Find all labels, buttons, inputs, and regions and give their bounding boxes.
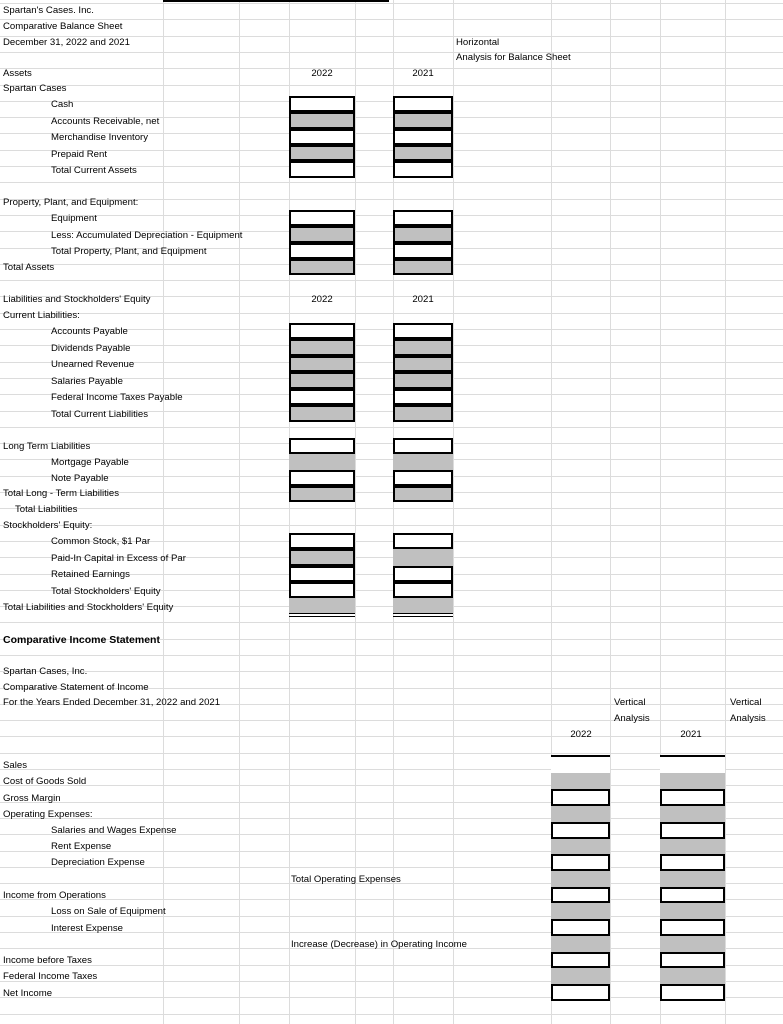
input-rent-expense-2021[interactable] — [660, 839, 725, 854]
total-le-label: Total Liabilities and Stockholders' Equity — [3, 602, 174, 613]
input-federal-income-taxes-2022[interactable] — [551, 968, 610, 984]
year-2021-header: 2021 — [412, 68, 434, 79]
ppe-heading: Property, Plant, and Equipment: — [3, 197, 139, 208]
input-retained-earnings-2022[interactable] — [289, 566, 355, 582]
year-2022-header: 2022 — [311, 68, 333, 79]
input-total-operating-expenses-2022[interactable] — [551, 871, 610, 887]
income-section-title: Comparative Income Statement — [3, 634, 160, 646]
input-loss-on-sale-2022[interactable] — [551, 903, 610, 919]
input-paid-in-capital-2021[interactable] — [393, 549, 453, 566]
input-retained-earnings-2021[interactable] — [393, 566, 453, 582]
input-increase-decrease-2022[interactable] — [551, 936, 610, 952]
input-net-income-2021[interactable] — [660, 984, 725, 1001]
cogs-label: Cost of Goods Sold — [3, 776, 87, 787]
input-federal-taxes-payable-2022[interactable] — [289, 389, 355, 405]
input-accounts-payable-2022[interactable] — [289, 323, 355, 339]
operating-expenses-heading: Operating Expenses: — [3, 809, 93, 820]
input-note-payable-2022[interactable] — [289, 454, 355, 470]
input-equipment-2022[interactable] — [289, 210, 355, 226]
input-sales-2022[interactable] — [551, 757, 610, 773]
input-total-liabilities-2022[interactable] — [289, 486, 355, 502]
input-depreciation-expense-2021[interactable] — [660, 854, 725, 871]
total-liabilities-label: Total Liabilities — [15, 504, 78, 515]
salaries-wages-label: Salaries and Wages Expense — [51, 825, 177, 836]
net-income-label: Net Income — [3, 988, 53, 999]
double-underline-2022 — [289, 613, 355, 617]
input-total-assets-2022[interactable] — [289, 259, 355, 275]
input-rent-expense-2022[interactable] — [551, 839, 610, 854]
sales-label: Sales — [3, 760, 27, 771]
total-se-label: Total Stockholders' Equity — [51, 586, 161, 597]
accounts-payable-label: Accounts Payable — [51, 326, 128, 337]
paid-in-capital-label: Paid-In Capital in Excess of Par — [51, 553, 186, 564]
merchandise-inventory-label: Merchandise Inventory — [51, 132, 149, 143]
cash-label: Cash — [51, 99, 74, 110]
total-ppe-label: Total Property, Plant, and Equipment — [51, 246, 207, 257]
input-total-current-liabilities-2022[interactable] — [289, 405, 355, 422]
is-year-2021-header: 2021 — [680, 729, 702, 740]
income-from-operations-label: Income from Operations — [3, 890, 106, 901]
input-dividends-payable-2022[interactable] — [289, 339, 355, 356]
input-salaries-wages-2021[interactable] — [660, 822, 725, 839]
equipment-label: Equipment — [51, 213, 97, 224]
input-total-se-2021[interactable] — [393, 582, 453, 598]
mortgage-payable-label: Mortgage Payable — [51, 457, 129, 468]
input-unearned-revenue-2022[interactable] — [289, 356, 355, 372]
dividends-payable-label: Dividends Payable — [51, 343, 131, 354]
loss-on-sale-label: Loss on Sale of Equipment — [51, 906, 166, 917]
is-period: For the Years Ended December 31, 2022 and 2021 — [3, 697, 221, 708]
input-unearned-revenue-2021[interactable] — [393, 356, 453, 372]
input-ar-2022[interactable] — [289, 112, 355, 129]
input-interest-expense-2022[interactable] — [551, 919, 610, 936]
total-current-assets-label: Total Current Assets — [51, 165, 137, 176]
federal-income-taxes-label: Federal Income Taxes — [3, 971, 98, 982]
input-total-current-liabilities-2021[interactable] — [393, 405, 453, 422]
input-salaries-payable-2022[interactable] — [289, 372, 355, 389]
vertical-analysis-label-2: Vertical — [730, 697, 762, 708]
input-cash-2021[interactable] — [393, 96, 453, 112]
input-total-le-2022[interactable] — [289, 598, 355, 613]
input-accum-dep-2022[interactable] — [289, 226, 355, 243]
input-gross-margin-2021[interactable] — [660, 789, 725, 806]
interest-expense-label: Interest Expense — [51, 923, 123, 934]
increase-decrease-label: Increase (Decrease) in Operating Income — [291, 939, 467, 950]
input-dividends-payable-2021[interactable] — [393, 339, 453, 356]
current-liabilities-heading: Current Liabilities: — [3, 310, 80, 321]
input-total-assets-2021[interactable] — [393, 259, 453, 275]
input-accum-dep-2021[interactable] — [393, 226, 453, 243]
input-total-current-assets-2021[interactable] — [393, 161, 453, 178]
stockholders-equity-heading: Stockholders' Equity: — [3, 520, 93, 531]
is-title: Comparative Statement of Income — [3, 682, 149, 693]
input-inventory-2022[interactable] — [289, 129, 355, 145]
input-inventory-2021[interactable] — [393, 129, 453, 145]
retained-earnings-label: Retained Earnings — [51, 569, 130, 580]
input-total-operating-expenses-2021[interactable] — [660, 871, 725, 887]
input-income-before-taxes-2021[interactable] — [660, 952, 725, 968]
horizontal-label-2: Analysis for Balance Sheet — [456, 52, 571, 63]
input-prepaid-rent-2021[interactable] — [393, 145, 453, 161]
input-operating-expenses-2021[interactable] — [660, 806, 725, 822]
input-accounts-payable-2021[interactable] — [393, 323, 453, 339]
federal-taxes-payable-label: Federal Income Taxes Payable — [51, 392, 183, 403]
input-total-current-assets-2022[interactable] — [289, 161, 355, 178]
accum-dep-label: Less: Accumulated Depreciation - Equipment — [51, 230, 243, 241]
input-loss-on-sale-2021[interactable] — [660, 903, 725, 919]
input-note-payable-2021[interactable] — [393, 454, 453, 470]
unearned-revenue-label: Unearned Revenue — [51, 359, 135, 370]
depreciation-expense-label: Depreciation Expense — [51, 857, 145, 868]
input-total-liabilities-2021[interactable] — [393, 486, 453, 502]
input-federal-taxes-payable-2021[interactable] — [393, 389, 453, 405]
vertical-analysis-label-1b: Analysis — [614, 713, 650, 724]
input-net-income-2022[interactable] — [551, 984, 610, 1001]
note-payable-label: Note Payable — [51, 473, 109, 484]
input-operating-expenses-2022[interactable] — [551, 806, 610, 822]
input-sales-2021[interactable] — [660, 757, 725, 773]
input-mortgage-payable-2021[interactable] — [393, 438, 453, 454]
input-total-se-2022[interactable] — [289, 582, 355, 598]
input-salaries-wages-2022[interactable] — [551, 822, 610, 839]
assets-heading: Assets — [3, 68, 32, 79]
long-term-liabilities-heading: Long Term Liabilities — [3, 441, 91, 452]
input-total-ppe-2021[interactable] — [393, 243, 453, 259]
bs-title: Comparative Balance Sheet — [3, 21, 123, 32]
input-mortgage-payable-2022[interactable] — [289, 438, 355, 454]
input-cogs-2022[interactable] — [551, 773, 610, 789]
input-common-stock-2021[interactable] — [393, 533, 453, 549]
income-before-taxes-label: Income before Taxes — [3, 955, 92, 966]
common-stock-label: Common Stock, $1 Par — [51, 536, 151, 547]
input-total-long-term-2022[interactable] — [289, 470, 355, 486]
input-depreciation-expense-2022[interactable] — [551, 854, 610, 871]
total-operating-expenses-label: Total Operating Expenses — [291, 874, 401, 885]
input-cash-2022[interactable] — [289, 96, 355, 112]
vertical-analysis-label-1: Vertical — [614, 697, 646, 708]
vertical-analysis-label-2b: Analysis — [730, 713, 766, 724]
input-total-ppe-2022[interactable] — [289, 243, 355, 259]
input-gross-margin-2022[interactable] — [551, 789, 610, 806]
input-increase-decrease-2021[interactable] — [660, 936, 725, 952]
accounts-receivable-label: Accounts Receivable, net — [51, 116, 160, 127]
liab-equity-heading: Liabilities and Stockholders' Equity — [3, 294, 151, 305]
input-equipment-2021[interactable] — [393, 210, 453, 226]
input-total-long-term-2021[interactable] — [393, 470, 453, 486]
input-cogs-2021[interactable] — [660, 773, 725, 789]
prepaid-rent-label: Prepaid Rent — [51, 149, 107, 160]
input-common-stock-2022[interactable] — [289, 533, 355, 549]
top-border — [163, 0, 389, 2]
input-income-from-operations-2022[interactable] — [551, 887, 610, 903]
input-income-from-operations-2021[interactable] — [660, 887, 725, 903]
salaries-payable-label: Salaries Payable — [51, 376, 123, 387]
total-current-liabilities-label: Total Current Liabilities — [51, 409, 149, 420]
bs-date: December 31, 2022 and 2021 — [3, 37, 130, 48]
input-total-le-2021[interactable] — [393, 598, 453, 613]
horizontal-label: Horizontal — [456, 37, 500, 48]
input-income-before-taxes-2022[interactable] — [551, 952, 610, 968]
bs-company: Spartan's Cases. Inc. — [3, 5, 94, 16]
input-prepaid-rent-2022[interactable] — [289, 145, 355, 161]
input-interest-expense-2021[interactable] — [660, 919, 725, 936]
year-2021-header-2: 2021 — [412, 294, 434, 305]
input-paid-in-capital-2022[interactable] — [289, 549, 355, 566]
total-long-term-label: Total Long - Term Liabilities — [3, 488, 120, 499]
input-ar-2021[interactable] — [393, 112, 453, 129]
is-company: Spartan Cases, Inc. — [3, 666, 88, 677]
rent-expense-label: Rent Expense — [51, 841, 112, 852]
input-federal-income-taxes-2021[interactable] — [660, 968, 725, 984]
gross-margin-label: Gross Margin — [3, 793, 61, 804]
double-underline-2021 — [393, 613, 453, 617]
spartan-cases-label: Spartan Cases — [3, 83, 67, 94]
total-assets-label: Total Assets — [3, 262, 55, 273]
year-2022-header-2: 2022 — [311, 294, 333, 305]
is-year-2022-header: 2022 — [570, 729, 592, 740]
input-salaries-payable-2021[interactable] — [393, 372, 453, 389]
